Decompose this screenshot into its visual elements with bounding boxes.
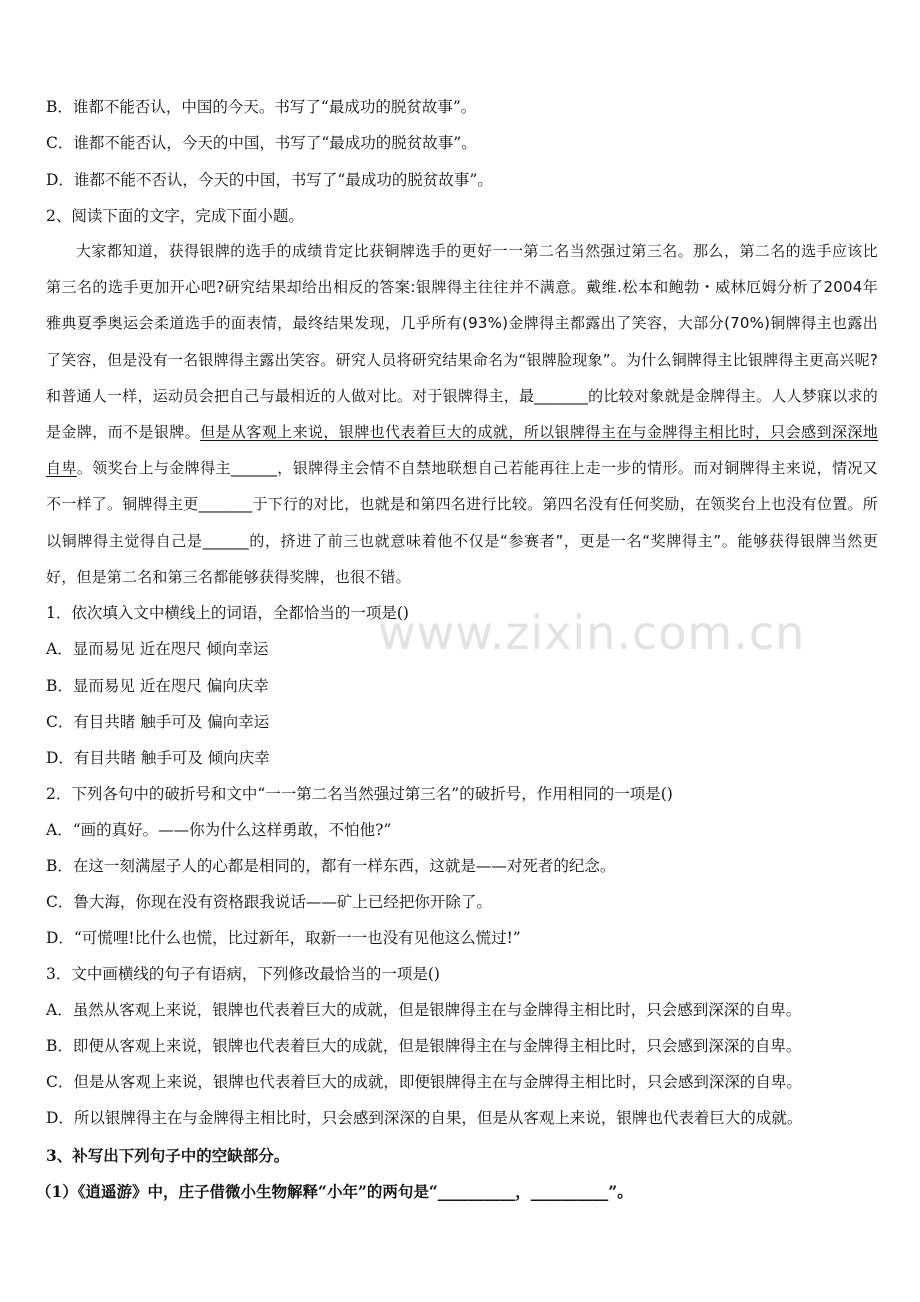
question-3-stem: 3．文中画横线的句子有语病，下列修改最恰当的一项是(): [46, 965, 440, 983]
section3-heading: 3、补写出下列句子中的空缺部分。: [46, 1146, 290, 1165]
reading-passage: [46, 233, 878, 595]
passage-part2: 。领奖台上与金牌得主______，银牌得主会情不自禁地联想自己若能再往上走一步的情形。而对铜牌得主来说，情况又不一样了。铜牌得主更_______于下行的对比，也就是和第四名进行比较。第四名没有任何奖励，在领奖台上也没有位置。所以铜牌得主觉得自己是______的，挤进了前三也就意味着他不仅是“参赛者”，更是一名“奖牌得主”。能够获得银牌当然更好，但是第二名和第三名都能够获得奖牌，也很不错。: [46, 459, 878, 586]
question-2-option-b: B．在这一刻满屋子人的心都是相同的，都有一样东西，这就是——对死者的纪念。: [46, 857, 616, 875]
section3-item-1: （1）《逍遥游》中，庄子借微小生物解释“小年”的两句是“__________，__________”。: [36, 1182, 633, 1201]
watermark: www.zixin.com.cn: [378, 606, 806, 660]
section2-heading: 2、阅读下面的文字，完成下面小题。: [46, 207, 304, 225]
prev-option-c: C．谁都不能否认，今天的中国，书写了“最成功的脱贫故事”。: [46, 134, 477, 152]
question-3-option-d: D．所以银牌得主在与金牌得主相比时，只会感到深深的自果，但是从客观上来说，银牌也代表着巨大的成就。: [46, 1109, 803, 1127]
question-2-option-d: D．“可慌哩!比什么也慌，比过新年，取新一一也没有见他这么慌过!”: [46, 929, 521, 947]
question-2-option-a: A．“画的真好。——你为什么这样勇敢，不怕他?”: [46, 821, 392, 839]
question-2-option-c: C．鲁大海，你现在没有资格跟我说话——矿上已经把你开除了。: [46, 893, 492, 911]
prev-option-b: B．谁都不能否认，中国的今天。书写了“最成功的脱贫故事”。: [46, 98, 477, 116]
question-1-option-b: B．显而易见 近在咫尺 偏向庆幸: [46, 677, 269, 695]
passage-underlined-sentence: 但是从客观上来说，银牌也代表着巨大的成就，所以银牌得主在与金牌得主相比时，只会感到深深地自卑: [46, 423, 878, 478]
question-3-option-b: B．即便从客观上来说，银牌也代表着巨大的成就，但是银牌得主在与金牌得主相比时，只会感到深深的自卑。: [46, 1037, 802, 1055]
question-2-stem: 2．下列各句中的破折号和文中“一一第二名当然强过第三名”的破折号，作用相同的一项是(): [46, 785, 673, 803]
question-3-option-a: A．虽然从客观上来说，银牌也代表着巨大的成就，但是银牌得主在与金牌得主相比时，只会感到深深的自卑。: [46, 1001, 802, 1019]
question-1-stem: 1．依次填入文中横线上的词语，全都恰当的一项是(): [46, 604, 409, 622]
question-1-option-d: D．有目共睹 触手可及 倾向庆幸: [46, 749, 270, 767]
question-1-option-a: A．显而易见 近在咫尺 倾向幸运: [46, 640, 269, 658]
question-1-option-c: C．有目共睹 触手可及 偏向幸运: [46, 713, 270, 731]
question-3-option-c: C．但是从客观上来说，银牌也代表着巨大的成就，即便银牌得主在与金牌得主相比时，只会感到深深的自卑。: [46, 1073, 802, 1091]
prev-option-d: D．谁都不能不否认，今天的中国，书写了“最成功的脱贫故事”。: [46, 171, 493, 189]
passage-part1: 大家都知道，获得银牌的选手的成绩肯定比获铜牌选手的更好一一第二名当然强过第三名。那么，第二名的选手应该比第三名的选手更加开心吧?研究结果却给出相反的答案:银牌得主往往并不满意。戴维.松本和鲍勃・威林厄姆分析了2004年雅典夏季奥运会柔道选手的面表情，最终结果发现，几乎所有(93%)金牌得主都露出了笑容，大部分(70%)铜牌得主也露出了笑容，但是没有一名银牌得主露出笑容。研究人员将研究结果命名为“银牌脸现象”。为什么铜牌得主比银牌得主更高兴呢?和普通人一样，运动员会把自己与最相近的人做对比。对于银牌得主，最_______的比较对象就是金牌得主。人人梦寐以求的是金牌，而不是银牌。: [46, 242, 878, 442]
